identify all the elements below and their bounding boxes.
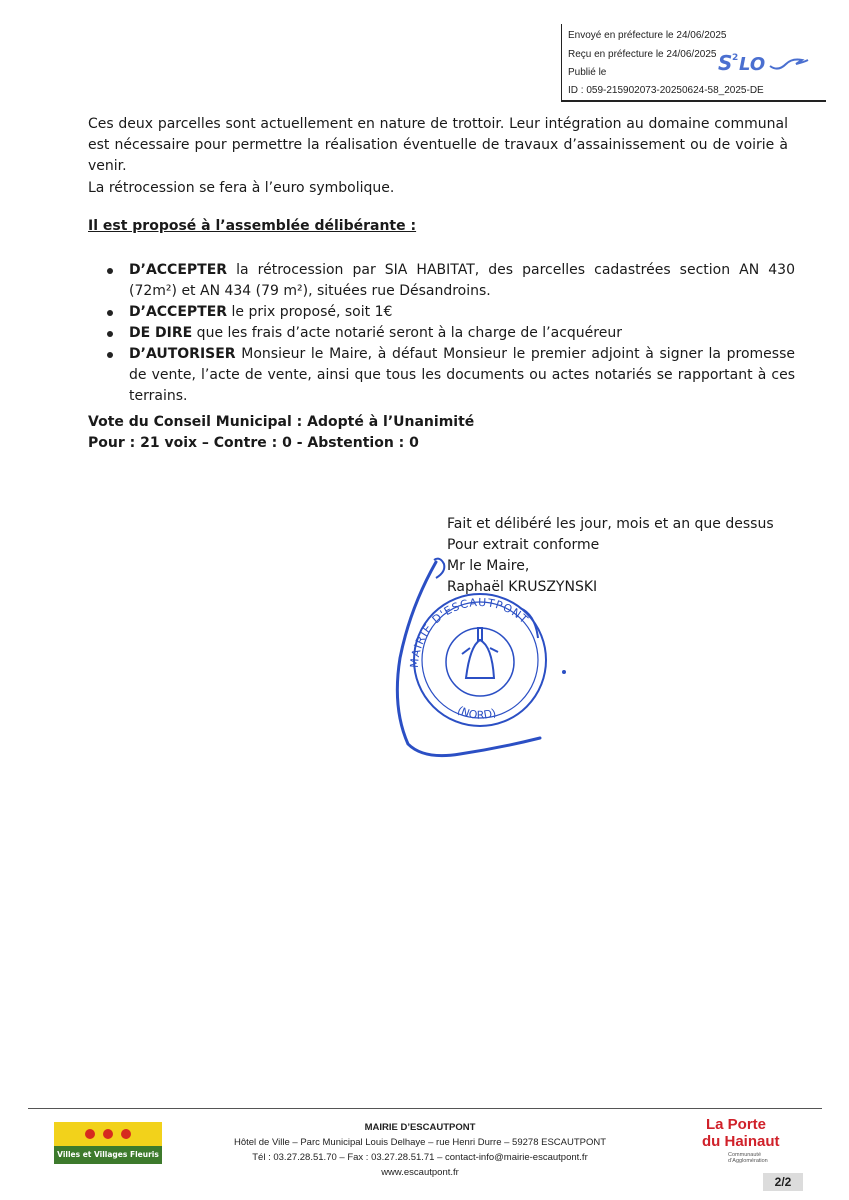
list-item (107, 302, 795, 323)
list-item (107, 344, 795, 407)
list-item (107, 260, 795, 302)
bullet-icon (107, 310, 113, 316)
bullet-icon (107, 352, 113, 358)
villes-villages-fleuris-logo (54, 1122, 162, 1164)
item-keyword: D’ACCEPTER (129, 304, 228, 320)
stamp-received-date: Reçu en préfecture le 24/06/2025 (568, 49, 717, 60)
mayor-seal-and-signature (370, 548, 600, 778)
vote-result (88, 412, 474, 454)
paragraph-symbolic-euro: La rétrocession se fera à l’euro symbolique. (88, 180, 395, 196)
vvf-logo-text: Villes et Villages Fleuris (57, 1150, 159, 1159)
item-text: le prix proposé, soit 1€ (227, 304, 393, 320)
lph-logo-line2: du Hainaut (702, 1133, 780, 1150)
footer-website[interactable]: www.escautpont.fr (381, 1167, 459, 1178)
footer-address-line: Hôtel de Ville – Parc Municipal Louis Delhaye – rue Henri Durre – 59278 ESCAUTPONT (233, 1137, 607, 1148)
list-item (107, 323, 795, 344)
item-text: que les frais d’acte notarié seront à la charge de l’acquéreur (192, 325, 622, 341)
footer-address (200, 1120, 640, 1180)
lph-logo-line1: La Porte (706, 1116, 767, 1133)
item-keyword: D’AUTORISER (129, 346, 236, 362)
item-text: la rétrocession par SIA HABITAT, des parcelles cadastrées section AN 430 (72m²) et AN 434 (79 m²), situées rue Désandroins. (129, 262, 795, 299)
signature-line-title: Mr le Maire, (447, 558, 530, 574)
seal-text-top: MAIRIE D'ESCAUTPONT (407, 595, 531, 669)
stamp-published: Publié le (568, 67, 607, 78)
signature-line-deliberated: Fait et délibéré les jour, mois et an que dessus (447, 516, 774, 532)
footer-contact-line: Tél : 03.27.28.51.70 – Fax : 03.27.28.51.71 – contact-info@mairie-escautpont.fr (252, 1152, 588, 1163)
signature-line-name: Raphaël KRUSZYNSKI (447, 579, 598, 595)
svg-text:S: S (718, 51, 733, 75)
svg-text:LO: LO (739, 54, 766, 75)
item-text: Monsieur le Maire, à défaut Monsieur le premier adjoint à signer la promesse de vente, l’acte de vente, ainsi que tous les documents ou actes notariés se rapportant à ces terrains. (129, 346, 795, 404)
footer-divider (28, 1108, 822, 1109)
svg-text:(NORD) (455, 704, 498, 722)
prefecture-stamp (561, 24, 826, 102)
bullet-icon (107, 331, 113, 337)
paragraph-parcels: Ces deux parcelles sont actuellement en nature de trottoir. Leur intégration au domaine communal est nécessaire pour permettre la réalisation éventuelle de travaux d’assainissement ou de voirie à venir. (88, 116, 788, 174)
stamp-id: ID : 059-215902073-20250624-58_2025-DE (568, 85, 764, 96)
proposal-heading: Il est proposé à l’assemblée délibérante : (88, 218, 417, 234)
s2lo-logo (712, 48, 822, 78)
svg-text:2: 2 (732, 53, 739, 63)
vote-counts: Pour : 21 voix – Contre : 0 - Abstention : 0 (88, 435, 419, 451)
la-porte-du-hainaut-logo (696, 1116, 800, 1170)
vote-outcome: Vote du Conseil Municipal : Adopté à l’Unanimité (88, 414, 475, 430)
page-number: 2/2 (763, 1173, 803, 1191)
seal-text-bottom: (NORD) (455, 703, 498, 722)
stamp-sent-date: Envoyé en préfecture le 24/06/2025 (568, 30, 727, 41)
item-keyword: DE DIRE (129, 325, 193, 341)
item-keyword: D’ACCEPTER (129, 262, 228, 278)
signature-line-extract: Pour extrait conforme (447, 537, 600, 553)
footer-title: MAIRIE D’ESCAUTPONT (364, 1122, 476, 1133)
bullet-icon (107, 268, 113, 274)
decision-list (107, 260, 795, 407)
lph-logo-subtitle: Communauté d’Agglomération (728, 1152, 768, 1164)
